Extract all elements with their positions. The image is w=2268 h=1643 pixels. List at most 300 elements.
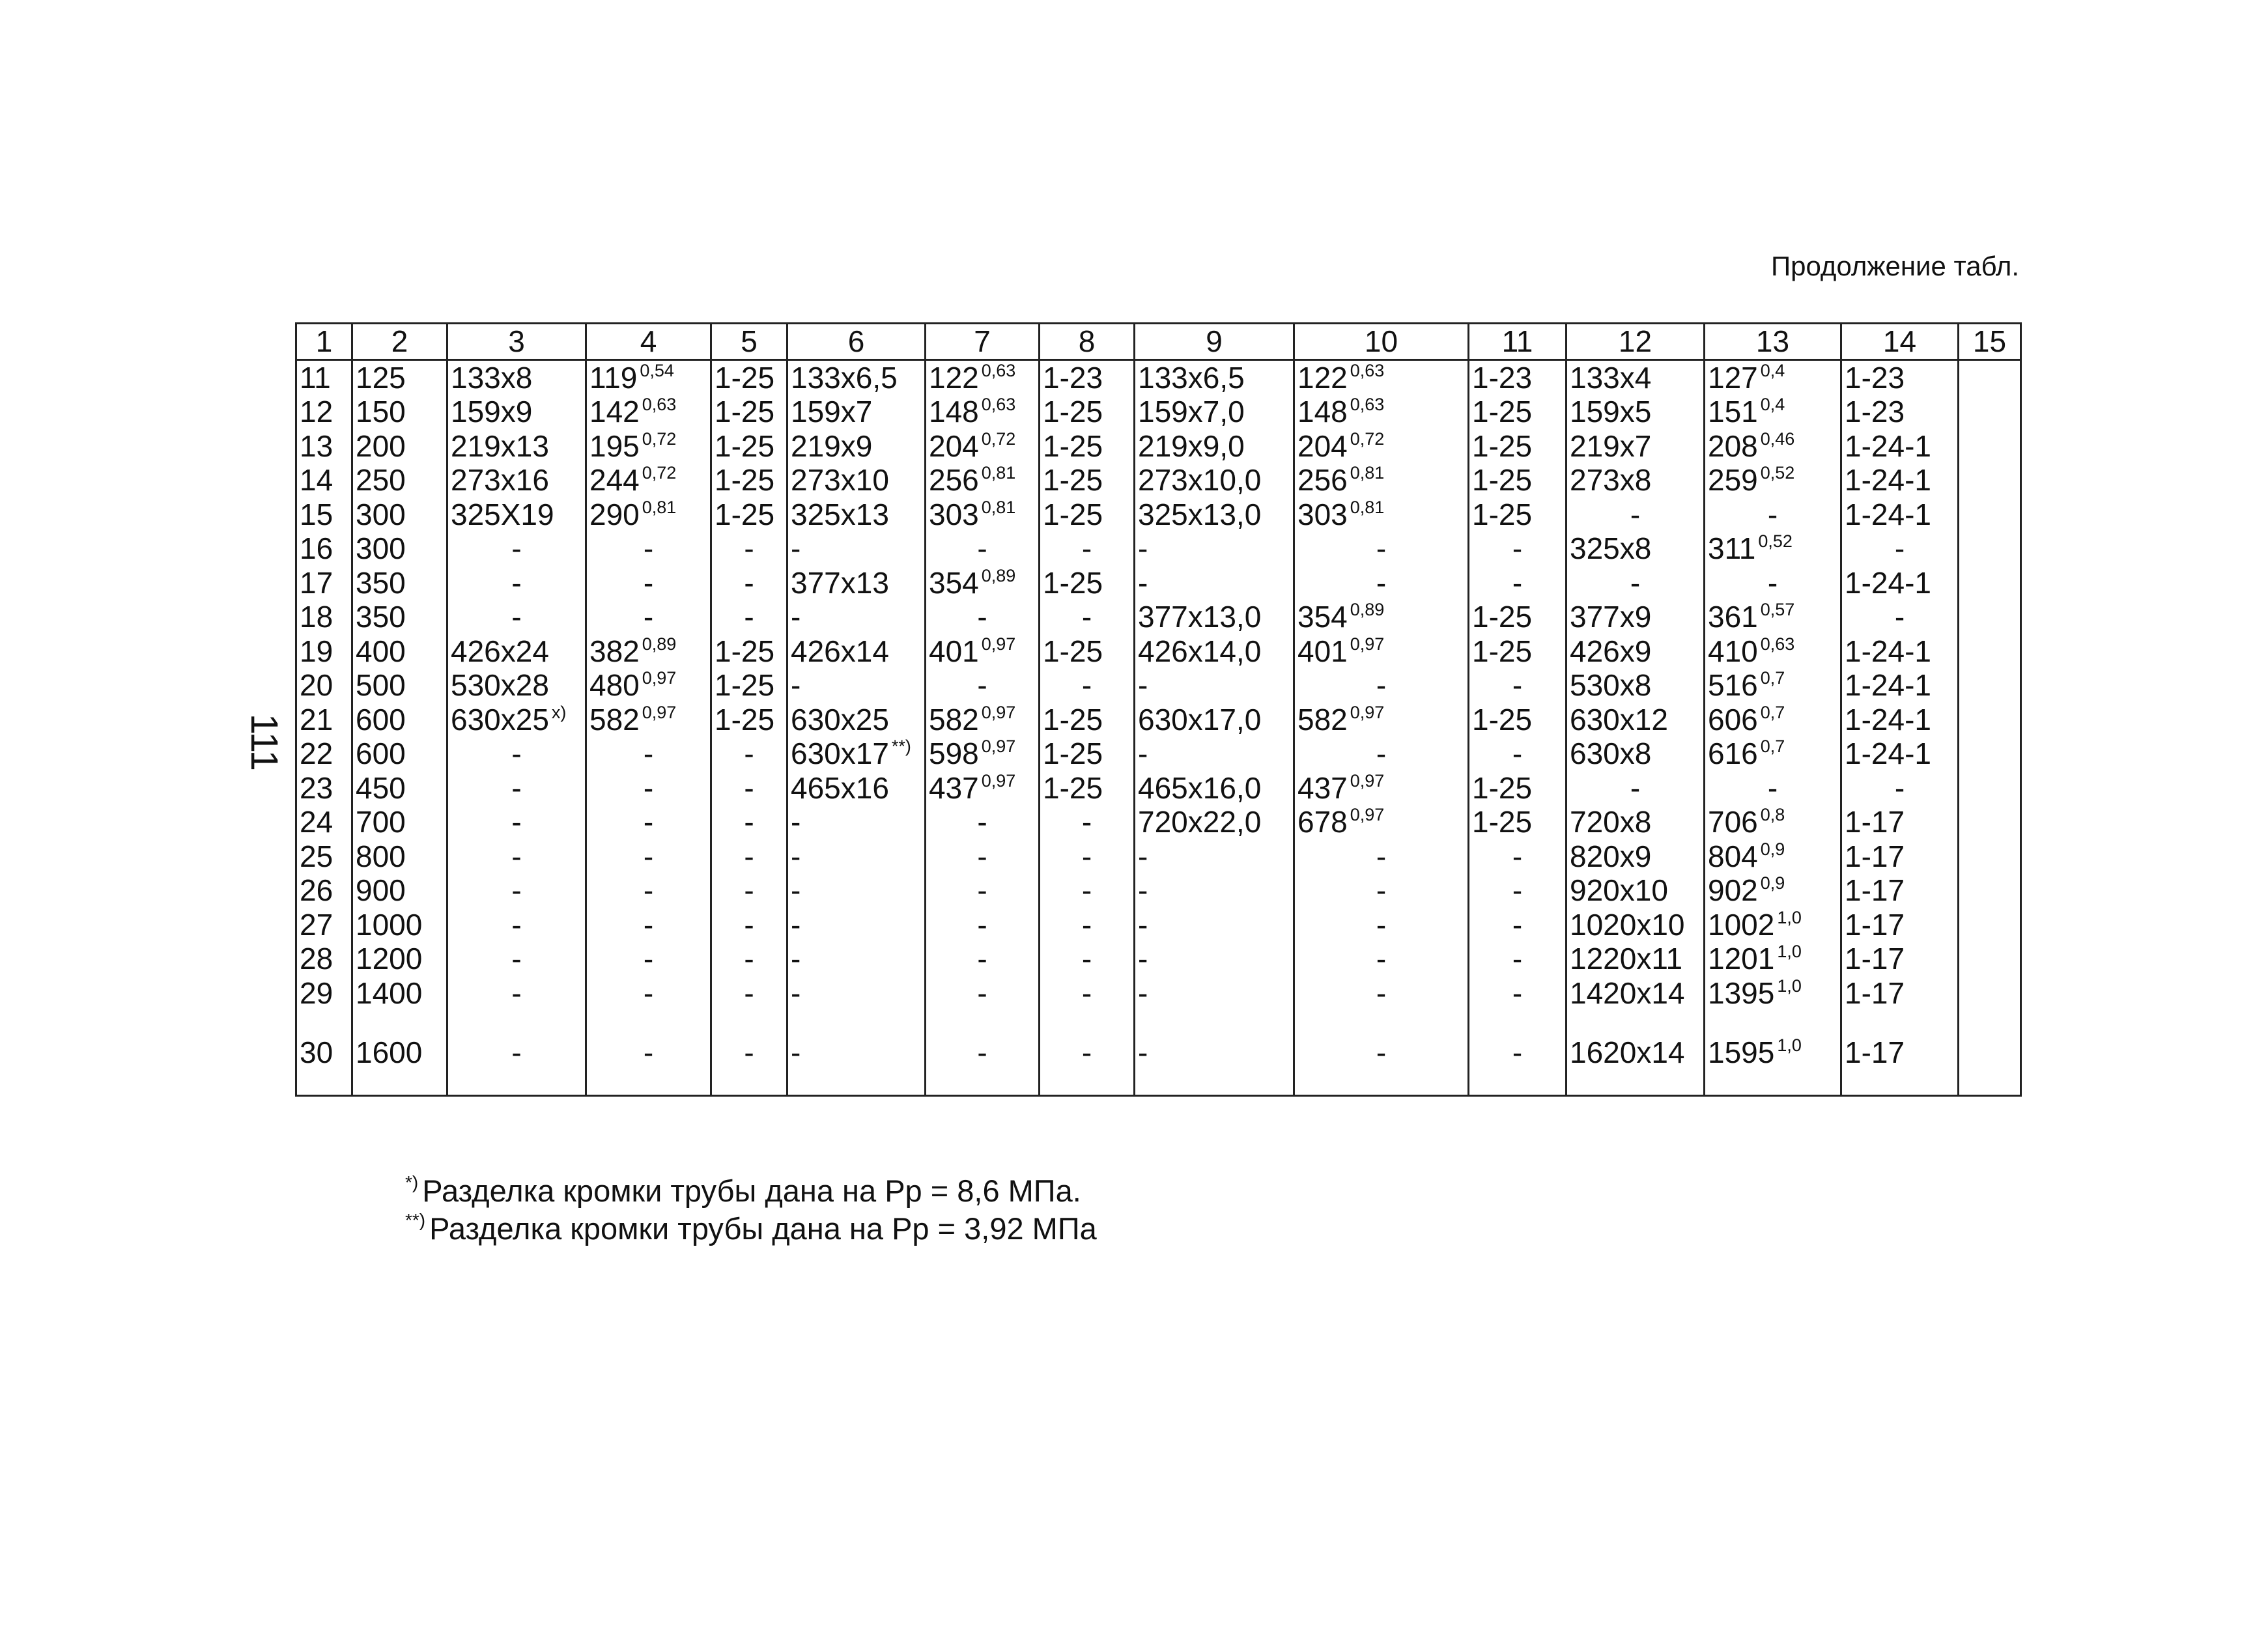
- table-cell: 1-25: [1469, 600, 1566, 634]
- table-cell: 1-25: [1040, 498, 1135, 532]
- table-cell: 1-17: [1841, 873, 1959, 908]
- table-cell: -: [926, 839, 1040, 874]
- table-cell: 273x16: [447, 463, 586, 498]
- table-cell: [1959, 942, 2021, 976]
- column-header-1: 1: [296, 324, 352, 360]
- table-cell: [1705, 737, 1841, 771]
- table-cell: 600: [352, 737, 447, 771]
- table-row: [296, 463, 2021, 498]
- table-cell: [1705, 600, 1841, 634]
- table-cell: 1-25: [1469, 634, 1566, 669]
- cell-value: 582: [589, 702, 640, 737]
- table-row: [296, 976, 2021, 1011]
- table-cell: -: [447, 1010, 586, 1096]
- table-cell: 1-24-1: [1841, 463, 1959, 498]
- column-header-13: 13: [1705, 324, 1841, 360]
- table-cell: [1959, 531, 2021, 566]
- table-cell: 1-25: [1040, 737, 1135, 771]
- table-cell: [1959, 737, 2021, 771]
- table-cell: 219x9: [787, 429, 926, 464]
- table-cell: [1959, 463, 2021, 498]
- cell-superscript: 0,72: [642, 463, 677, 483]
- table-cell: -: [711, 737, 787, 771]
- table-cell: [926, 429, 1040, 464]
- table-cell: [1959, 359, 2021, 395]
- cell-value: 616: [1708, 737, 1758, 770]
- cell-value: 311: [1708, 531, 1756, 565]
- cell-value: 630x25: [451, 702, 549, 737]
- cell-superscript: 0,81: [1350, 463, 1385, 483]
- table-cell: 1-25: [1040, 634, 1135, 669]
- table-row: [296, 429, 2021, 464]
- table-cell: 27: [296, 908, 352, 942]
- table-cell: -: [1135, 976, 1294, 1011]
- table-cell: 1-24-1: [1841, 737, 1959, 771]
- table-cell: 1-24-1: [1841, 498, 1959, 532]
- table-cell: 219x13: [447, 429, 586, 464]
- table-cell: -: [447, 566, 586, 600]
- table-continuation-caption: Продолжение табл.: [1770, 251, 2019, 281]
- table-cell: 22: [296, 737, 352, 771]
- cell-value: 804: [1708, 839, 1758, 873]
- table-cell: [1959, 771, 2021, 806]
- table-cell: -: [1566, 771, 1705, 806]
- column-header-9: 9: [1135, 324, 1294, 360]
- table-cell: 18: [296, 600, 352, 634]
- cell-value: 354: [929, 565, 979, 600]
- cell-value: 148: [929, 395, 979, 428]
- cell-superscript: 1,0: [1777, 976, 1802, 996]
- table-cell: 1-25: [1469, 498, 1566, 532]
- cell-value: 630x17: [791, 737, 889, 770]
- table-cell: 16: [296, 531, 352, 566]
- table-cell: -: [447, 873, 586, 908]
- table-cell: 1-25: [711, 668, 787, 703]
- table-cell: 377x9: [1566, 600, 1705, 634]
- table-cell: 630x25: [787, 703, 926, 737]
- table-cell: 1-25: [1469, 805, 1566, 839]
- table-cell: [447, 703, 586, 737]
- table-cell: 820x9: [1566, 839, 1705, 874]
- table-cell: -: [711, 839, 787, 874]
- table-cell: 20: [296, 668, 352, 703]
- cell-superscript: 0,89: [981, 565, 1016, 585]
- cell-value: 582: [1297, 702, 1348, 737]
- cell-value: 1002: [1708, 907, 1775, 942]
- table-cell: [586, 634, 711, 669]
- cell-superscript: 0,81: [1350, 497, 1385, 517]
- page-number: 111: [243, 713, 285, 772]
- table-cell: -: [711, 771, 787, 806]
- table-cell: 426x24: [447, 634, 586, 669]
- table-cell: 1-25: [1040, 429, 1135, 464]
- table-cell: 23: [296, 771, 352, 806]
- table-cell: [1294, 805, 1469, 839]
- table-cell: [1294, 498, 1469, 532]
- table-cell: -: [1294, 908, 1469, 942]
- cell-value: 127: [1708, 360, 1758, 395]
- table-cell: -: [447, 531, 586, 566]
- table-cell: 300: [352, 498, 447, 532]
- table-cell: [926, 498, 1040, 532]
- table-cell: 30: [296, 1010, 352, 1096]
- table-cell: -: [586, 976, 711, 1011]
- table-cell: -: [711, 908, 787, 942]
- table-row: [296, 908, 2021, 942]
- table-cell: [1705, 531, 1841, 566]
- table-cell: [926, 703, 1040, 737]
- table-cell: -: [1469, 531, 1566, 566]
- table-cell: [1959, 498, 2021, 532]
- cell-superscript: x): [551, 702, 567, 722]
- table-cell: -: [586, 805, 711, 839]
- cell-superscript: 0,7: [1760, 702, 1785, 722]
- table-cell: 125: [352, 359, 447, 395]
- cell-value: 204: [929, 428, 979, 463]
- table-cell: -: [1135, 839, 1294, 874]
- cell-value: 142: [589, 395, 640, 428]
- table-row: [296, 737, 2021, 771]
- table-cell: 377x13,0: [1135, 600, 1294, 634]
- table-cell: [1294, 600, 1469, 634]
- table-cell: 200: [352, 429, 447, 464]
- table-cell: [1959, 395, 2021, 429]
- cell-superscript: 0,7: [1760, 737, 1785, 756]
- table-cell: 1-24-1: [1841, 703, 1959, 737]
- table-cell: 377x13: [787, 566, 926, 600]
- table-cell: -: [1135, 942, 1294, 976]
- table-cell: 1-17: [1841, 908, 1959, 942]
- table-cell: [1705, 873, 1841, 908]
- table-cell: 25: [296, 839, 352, 874]
- table-cell: [1959, 600, 2021, 634]
- table-cell: 630x17,0: [1135, 703, 1294, 737]
- cell-value: 244: [589, 463, 640, 497]
- cell-superscript: 0,89: [1350, 600, 1385, 619]
- table-cell: 19: [296, 634, 352, 669]
- table-cell: 1-25: [711, 395, 787, 429]
- table-cell: 219x9,0: [1135, 429, 1294, 464]
- table-cell: -: [1135, 668, 1294, 703]
- table-cell: 1-25: [1469, 463, 1566, 498]
- table-row: [296, 771, 2021, 806]
- table-cell: -: [1841, 531, 1959, 566]
- table-cell: 325x13: [787, 498, 926, 532]
- table-cell: -: [1294, 976, 1469, 1011]
- cell-value: 480: [589, 668, 640, 702]
- cell-superscript: 0,97: [981, 737, 1016, 756]
- table-cell: 450: [352, 771, 447, 806]
- table-cell: [1294, 703, 1469, 737]
- table-cell: -: [1040, 668, 1135, 703]
- table-cell: -: [1040, 942, 1135, 976]
- table-cell: [1705, 634, 1841, 669]
- table-cell: 273x8: [1566, 463, 1705, 498]
- cell-value: 122: [1297, 360, 1348, 395]
- table-cell: 530x8: [1566, 668, 1705, 703]
- table-cell: 1-23: [1841, 395, 1959, 429]
- table-cell: -: [1040, 873, 1135, 908]
- table-cell: -: [787, 1010, 926, 1096]
- footnote-2-mark: **): [405, 1210, 426, 1230]
- cell-superscript: 0,97: [642, 702, 677, 722]
- table-cell: [926, 463, 1040, 498]
- cell-value: 290: [589, 497, 640, 531]
- cell-superscript: 0,63: [1760, 634, 1795, 654]
- table-row: [296, 873, 2021, 908]
- table-cell: 720x22,0: [1135, 805, 1294, 839]
- table-cell: -: [926, 668, 1040, 703]
- column-header-8: 8: [1040, 324, 1135, 360]
- table-cell: 273x10,0: [1135, 463, 1294, 498]
- cell-value: 259: [1708, 463, 1758, 497]
- table-cell: [1294, 359, 1469, 395]
- table-cell: [1705, 359, 1841, 395]
- table-body: [296, 359, 2021, 1096]
- header-row: [296, 324, 2021, 360]
- table-cell: 350: [352, 600, 447, 634]
- table-cell: -: [1294, 1010, 1469, 1096]
- table-cell: -: [1469, 566, 1566, 600]
- cell-value: 516: [1708, 668, 1758, 702]
- table-cell: 133x6,5: [1135, 359, 1294, 395]
- table-cell: 630x8: [1566, 737, 1705, 771]
- table-cell: -: [1294, 531, 1469, 566]
- table-cell: [1705, 976, 1841, 1011]
- table-cell: 426x14: [787, 634, 926, 669]
- cell-superscript: 0,4: [1760, 360, 1785, 380]
- table-cell: 1-24-1: [1841, 668, 1959, 703]
- table-cell: [1705, 668, 1841, 703]
- cell-superscript: 0,97: [981, 770, 1016, 791]
- table-cell: -: [447, 839, 586, 874]
- cell-value: 437: [1297, 770, 1348, 805]
- table-cell: -: [586, 873, 711, 908]
- table-cell: 1-25: [1469, 771, 1566, 806]
- cell-value: 119: [589, 360, 638, 395]
- table-cell: [1294, 463, 1469, 498]
- table-cell: 133x6,5: [787, 359, 926, 395]
- table-cell: -: [1705, 498, 1841, 532]
- table-cell: 1-24-1: [1841, 634, 1959, 669]
- table-cell: -: [1135, 737, 1294, 771]
- table-cell: -: [926, 942, 1040, 976]
- cell-superscript: 0,57: [1760, 600, 1795, 619]
- table-cell: -: [586, 737, 711, 771]
- table-cell: [586, 395, 711, 429]
- table-cell: 900: [352, 873, 447, 908]
- table-cell: [787, 737, 926, 771]
- table-cell: 26: [296, 873, 352, 908]
- table-cell: 1400: [352, 976, 447, 1011]
- table-cell: [1705, 942, 1841, 976]
- table-cell: 1-25: [711, 359, 787, 395]
- table-cell: [1705, 805, 1841, 839]
- table-cell: 1-25: [1040, 703, 1135, 737]
- table-cell: 1-17: [1841, 805, 1959, 839]
- cell-value: 401: [929, 634, 979, 668]
- cell-superscript: 0,9: [1760, 839, 1785, 859]
- table-cell: [1959, 805, 2021, 839]
- table-cell: 1-23: [1841, 359, 1959, 395]
- table-cell: 630x12: [1566, 703, 1705, 737]
- table-cell: 133x4: [1566, 359, 1705, 395]
- cell-superscript: 0,52: [1758, 531, 1793, 551]
- table-cell: 133x8: [447, 359, 586, 395]
- footnote-1: [405, 1172, 1097, 1210]
- cell-superscript: 0,63: [1350, 360, 1385, 380]
- table-cell: [1294, 395, 1469, 429]
- table-cell: -: [586, 566, 711, 600]
- table-cell: 920x10: [1566, 873, 1705, 908]
- cell-value: 582: [929, 702, 979, 737]
- table-cell: -: [926, 600, 1040, 634]
- table-cell: 150: [352, 395, 447, 429]
- cell-superscript: 0,8: [1760, 805, 1785, 824]
- table-cell: 14: [296, 463, 352, 498]
- table-cell: -: [787, 908, 926, 942]
- table-cell: 350: [352, 566, 447, 600]
- table-cell: -: [1040, 805, 1135, 839]
- table-cell: [1705, 395, 1841, 429]
- table-row: [296, 1010, 2021, 1096]
- table-cell: 159x7,0: [1135, 395, 1294, 429]
- table-row: [296, 634, 2021, 669]
- table-cell: 159x9: [447, 395, 586, 429]
- table-cell: -: [1294, 668, 1469, 703]
- footnote-1-text: Разделка кромки трубы дана на Рр = 8,6 МПа.: [422, 1173, 1081, 1208]
- table-cell: -: [711, 566, 787, 600]
- column-header-12: 12: [1566, 324, 1705, 360]
- cell-value: 361: [1708, 600, 1758, 634]
- table-row: [296, 359, 2021, 395]
- table-cell: [586, 668, 711, 703]
- table-row: [296, 703, 2021, 737]
- table-cell: 300: [352, 531, 447, 566]
- table-cell: [1705, 839, 1841, 874]
- table-cell: 1020x10: [1566, 908, 1705, 942]
- table-cell: 1-25: [1469, 703, 1566, 737]
- table-cell: 465x16: [787, 771, 926, 806]
- cell-superscript: 0,63: [642, 395, 677, 414]
- table-cell: -: [711, 531, 787, 566]
- table-cell: 426x9: [1566, 634, 1705, 669]
- cell-superscript: 0,54: [640, 360, 674, 380]
- table-row: [296, 498, 2021, 532]
- table-cell: 1-25: [1469, 429, 1566, 464]
- table-cell: -: [1135, 908, 1294, 942]
- cell-superscript: 0,63: [981, 360, 1016, 380]
- table-cell: -: [787, 668, 926, 703]
- table-cell: 219x7: [1566, 429, 1705, 464]
- table-cell: -: [1705, 566, 1841, 600]
- cell-value: 122: [929, 360, 979, 395]
- table-cell: -: [1040, 1010, 1135, 1096]
- cell-superscript: 0,81: [981, 463, 1016, 483]
- table-cell: -: [1469, 1010, 1566, 1096]
- table-cell: 1-25: [1040, 463, 1135, 498]
- table-cell: -: [447, 600, 586, 634]
- cell-superscript: 0,97: [1350, 702, 1385, 722]
- table-cell: [926, 395, 1040, 429]
- table-cell: [1959, 873, 2021, 908]
- table-cell: -: [447, 771, 586, 806]
- table-cell: 325X19: [447, 498, 586, 532]
- table-cell: 12: [296, 395, 352, 429]
- table-cell: 1620x14: [1566, 1010, 1705, 1096]
- table-cell: 426x14,0: [1135, 634, 1294, 669]
- cell-value: 598: [929, 737, 979, 770]
- column-header-10: 10: [1294, 324, 1469, 360]
- table-cell: -: [1135, 1010, 1294, 1096]
- cell-value: 401: [1297, 634, 1348, 668]
- table-cell: -: [711, 1010, 787, 1096]
- table-cell: -: [926, 805, 1040, 839]
- table-cell: -: [586, 771, 711, 806]
- table-cell: [1959, 634, 2021, 669]
- table-row: [296, 942, 2021, 976]
- cell-value: 606: [1708, 702, 1758, 737]
- cell-value: 1395: [1708, 976, 1775, 1010]
- column-header-3: 3: [447, 324, 586, 360]
- table-cell: 400: [352, 634, 447, 669]
- cell-value: 410: [1708, 634, 1758, 668]
- table-cell: -: [1469, 737, 1566, 771]
- pipe-dimensions-table: [295, 322, 2022, 1097]
- table-cell: 29: [296, 976, 352, 1011]
- table-cell: -: [1040, 600, 1135, 634]
- table-cell: -: [586, 942, 711, 976]
- table-cell: [1705, 1010, 1841, 1096]
- table-cell: 1-17: [1841, 839, 1959, 874]
- table-cell: 1200: [352, 942, 447, 976]
- table-cell: [1294, 771, 1469, 806]
- table-cell: 1-25: [1040, 566, 1135, 600]
- table-cell: -: [926, 531, 1040, 566]
- column-header-14: 14: [1841, 324, 1959, 360]
- table-cell: [1705, 429, 1841, 464]
- cell-superscript: 1,0: [1777, 907, 1802, 927]
- footnote-2: [405, 1210, 1097, 1248]
- cell-superscript: 0,63: [1350, 395, 1385, 414]
- cell-superscript: 0,97: [1350, 634, 1385, 654]
- table-cell: 1-25: [711, 429, 787, 464]
- table-cell: 1600: [352, 1010, 447, 1096]
- table-cell: 325x8: [1566, 531, 1705, 566]
- table-cell: [1294, 429, 1469, 464]
- table-cell: 325x13,0: [1135, 498, 1294, 532]
- table-cell: 500: [352, 668, 447, 703]
- column-header-15: 15: [1959, 324, 2021, 360]
- table-cell: -: [1566, 566, 1705, 600]
- column-header-4: 4: [586, 324, 711, 360]
- table-cell: 1-25: [1040, 771, 1135, 806]
- table-cell: [926, 634, 1040, 669]
- table-cell: -: [586, 600, 711, 634]
- table-cell: -: [1294, 873, 1469, 908]
- table-cell: -: [1469, 942, 1566, 976]
- cell-superscript: 1,0: [1777, 942, 1802, 961]
- cell-value: 256: [1297, 463, 1348, 497]
- table-cell: 13: [296, 429, 352, 464]
- table-cell: -: [787, 600, 926, 634]
- table-cell: -: [1040, 531, 1135, 566]
- table-cell: 1-25: [711, 703, 787, 737]
- cell-value: 1595: [1708, 1035, 1775, 1069]
- table-cell: [1959, 668, 2021, 703]
- table-cell: -: [787, 873, 926, 908]
- table-cell: -: [711, 873, 787, 908]
